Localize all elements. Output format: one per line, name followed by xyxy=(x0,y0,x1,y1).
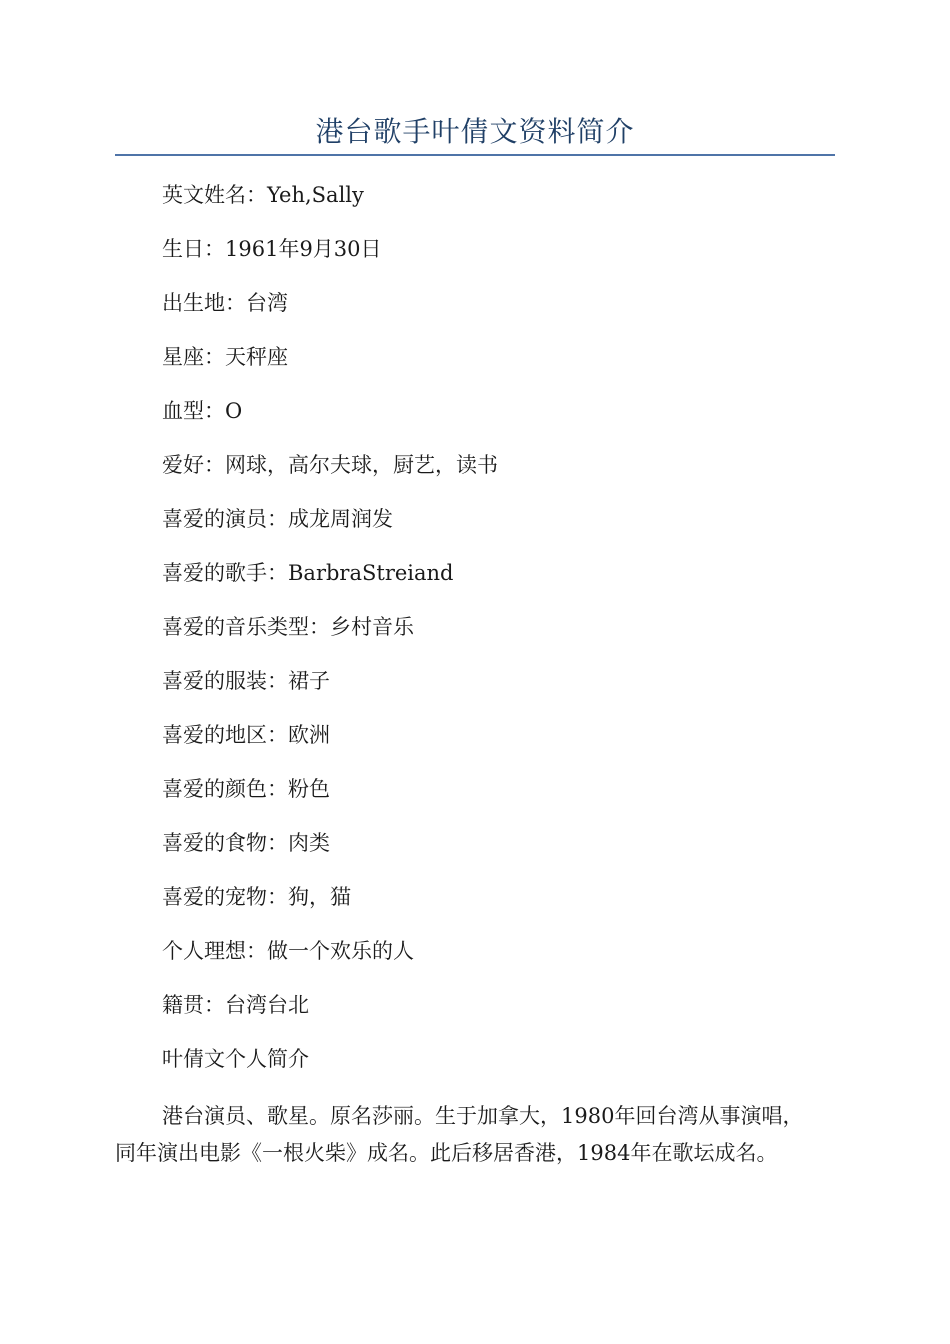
field-label: 喜爱的音乐类型： xyxy=(162,615,330,639)
document-title: 港台歌手叶倩文资料简介 xyxy=(315,115,635,148)
field-value: BarbraStreiand xyxy=(288,561,454,585)
field-blood-type xyxy=(162,396,242,426)
field-value: 做一个欢乐的人 xyxy=(267,939,414,963)
field-label: 喜爱的地区： xyxy=(162,723,288,747)
field-label: 喜爱的服装： xyxy=(162,669,288,693)
field-value: 成龙周润发 xyxy=(288,507,393,531)
field-favorite-clothing xyxy=(162,666,330,696)
field-favorite-region xyxy=(162,720,330,750)
field-label: 爱好： xyxy=(162,453,225,477)
field-hobbies xyxy=(162,450,498,480)
intro-heading: 叶倩文个人简介 xyxy=(162,1047,309,1071)
field-value: 台湾台北 xyxy=(225,993,309,1017)
field-value: 网球，高尔夫球，厨艺，读书 xyxy=(225,453,498,477)
field-english-name xyxy=(162,180,364,210)
field-favorite-actor xyxy=(162,504,393,534)
title-underline xyxy=(115,154,835,156)
field-favorite-food xyxy=(162,828,330,858)
field-value: 乡村音乐 xyxy=(330,615,414,639)
field-value: 裙子 xyxy=(288,669,330,693)
field-value: 狗，猫 xyxy=(288,885,351,909)
field-birthday xyxy=(162,234,382,264)
field-value: 欧洲 xyxy=(288,723,330,747)
field-value: O xyxy=(225,399,243,423)
field-value: 粉色 xyxy=(288,777,330,801)
field-label: 星座： xyxy=(162,345,225,369)
field-zodiac xyxy=(162,342,288,372)
field-label: 喜爱的歌手： xyxy=(162,561,288,585)
field-value: 天秤座 xyxy=(225,345,288,369)
field-birthplace xyxy=(162,288,288,318)
field-favorite-pet xyxy=(162,882,351,912)
field-favorite-music-genre xyxy=(162,612,414,642)
intro-paragraph: 港台演员、歌星。原名莎丽。生于加拿大，1980年回台湾从事演唱，同年演出电影《一根火柴》成名。此后移居香港，1984年在歌坛成名。 xyxy=(115,1104,804,1165)
field-label: 喜爱的食物： xyxy=(162,831,288,855)
field-value: Yeh,Sally xyxy=(267,183,364,207)
field-label: 英文姓名： xyxy=(162,183,267,207)
field-label: 出生地： xyxy=(162,291,246,315)
field-label: 喜爱的演员： xyxy=(162,507,288,531)
field-favorite-color xyxy=(162,774,330,804)
field-label: 喜爱的宠物： xyxy=(162,885,288,909)
field-value: 台湾 xyxy=(246,291,288,315)
field-value: 1961年9月30日 xyxy=(225,237,382,261)
field-label: 血型： xyxy=(162,399,225,423)
field-label: 籍贯： xyxy=(162,993,225,1017)
field-label: 喜爱的颜色： xyxy=(162,777,288,801)
field-label: 生日： xyxy=(162,237,225,261)
field-label: 个人理想： xyxy=(162,939,267,963)
field-value: 肉类 xyxy=(288,831,330,855)
field-favorite-singer xyxy=(162,558,454,588)
field-native-place xyxy=(162,990,309,1020)
field-personal-ideal xyxy=(162,936,414,966)
